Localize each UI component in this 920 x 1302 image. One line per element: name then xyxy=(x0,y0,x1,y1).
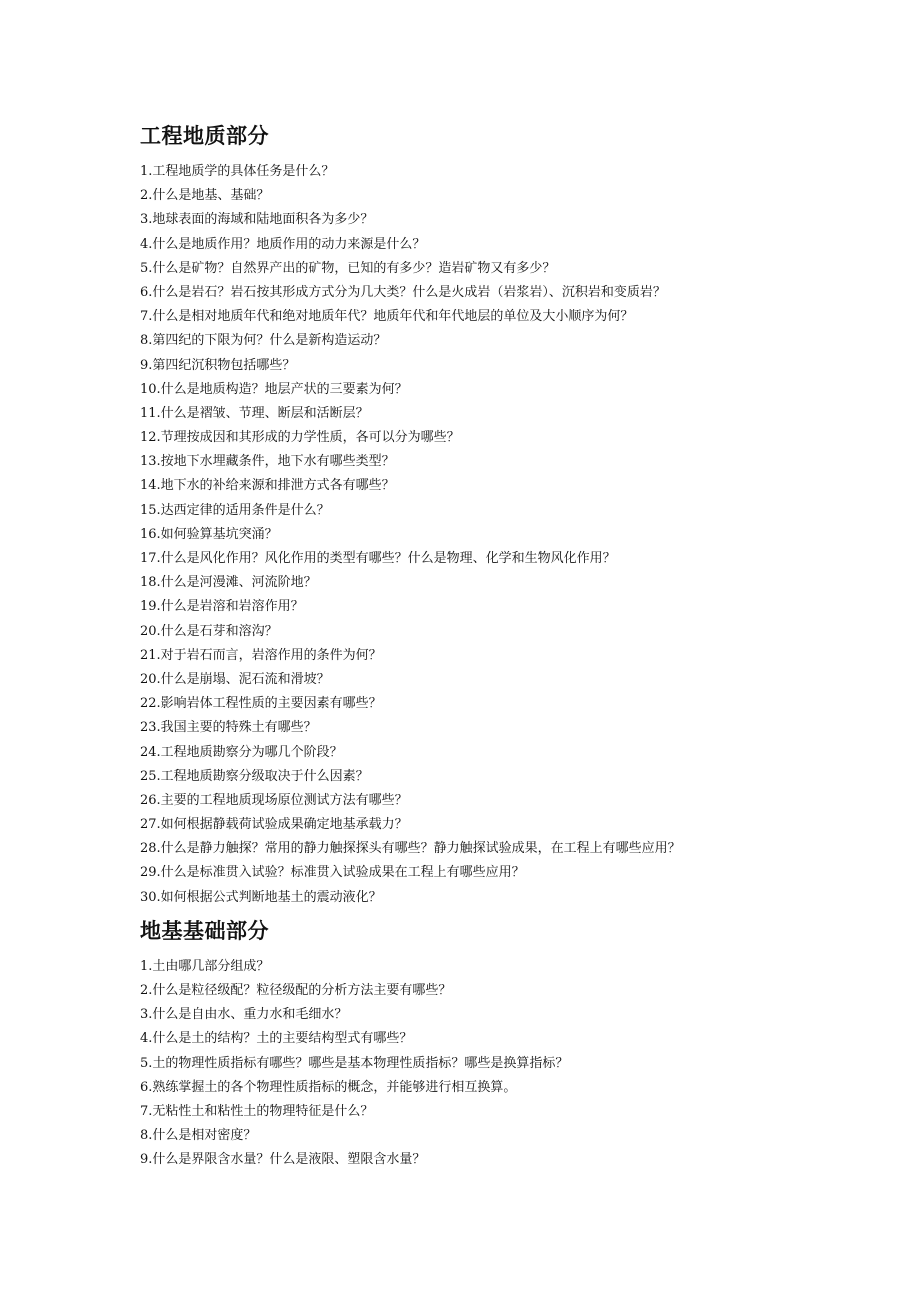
question-item: 1.工程地质学的具体任务是什么？ xyxy=(140,164,335,179)
question-item: 1.土由哪几部分组成？ xyxy=(140,958,270,974)
question-item: 22.影响岩体工程性质的主要因素有哪些？ xyxy=(140,696,382,712)
question-item: 5.什么是矿物？自然界产出的矿物，已知的有多少？造岩矿物又有多少？ xyxy=(140,260,556,276)
question-item: 12.节理按成因和其形成的力学性质，各可以分为哪些？ xyxy=(140,430,460,446)
question-item: 27.如何根据静载荷试验成果确定地基承载力？ xyxy=(140,817,408,833)
question-item: 21.对于岩石而言，岩溶作用的条件为何？ xyxy=(140,647,382,663)
question-item: 20.什么是崩塌、泥石流和滑坡？ xyxy=(140,671,330,687)
question-list-engineering-geology xyxy=(140,160,900,910)
question-item: 20.什么是石芽和溶沟？ xyxy=(140,623,278,639)
question-item: 5.土的物理性质指标有哪些？哪些是基本物理性质指标？哪些是换算指标？ xyxy=(140,1055,569,1071)
question-item: 7.什么是相对地质年代和绝对地质年代？地质年代和年代地层的单位及大小顺序为何？ xyxy=(140,309,634,325)
question-item: 6.什么是岩石？岩石按其形成方式分为几大类？什么是火成岩（岩浆岩）、沉积岩和变质岩？ xyxy=(140,284,666,300)
question-item: 18.什么是河漫滩、河流阶地？ xyxy=(140,575,317,591)
question-item: 9.第四纪沉积物包括哪些？ xyxy=(140,357,296,373)
question-item: 19.什么是岩溶和岩溶作用？ xyxy=(140,599,304,615)
question-item: 4.什么是土的结构？土的主要结构型式有哪些？ xyxy=(140,1031,413,1047)
section-title-engineering-geology: 工程地质部分 xyxy=(140,124,269,148)
question-item: 10.什么是地质构造？地层产状的三要素为何？ xyxy=(140,381,408,397)
document-page xyxy=(140,118,900,1173)
question-item: 7.无粘性土和粘性土的物理特征是什么？ xyxy=(140,1103,374,1119)
question-item: 30.如何根据公式判断地基土的震动液化？ xyxy=(140,889,382,905)
question-list-foundation xyxy=(140,955,900,1173)
section-title-foundation: 地基基础部分 xyxy=(140,918,269,943)
question-item: 8.什么是相对密度？ xyxy=(140,1128,257,1144)
question-item: 13.按地下水埋藏条件，地下水有哪些类型？ xyxy=(140,454,395,470)
question-item: 14.地下水的补给来源和排泄方式各有哪些？ xyxy=(140,478,395,494)
section-foundation xyxy=(140,913,900,1173)
question-item: 11.什么是褶皱、节理、断层和活断层？ xyxy=(140,405,369,421)
question-item: 16.如何验算基坑突涌？ xyxy=(140,526,278,542)
question-item: 8.第四纪的下限为何？什么是新构造运动？ xyxy=(140,333,387,349)
question-item: 4.什么是地质作用？地质作用的动力来源是什么？ xyxy=(140,236,426,252)
question-item: 3.地球表面的海域和陆地面积各为多少？ xyxy=(140,212,374,228)
question-item: 2.什么是地基、基础？ xyxy=(140,188,270,204)
question-item: 9.什么是界限含水量？什么是液限、塑限含水量？ xyxy=(140,1152,426,1168)
question-item: 15.达西定律的适用条件是什么？ xyxy=(140,502,330,518)
question-item: 2.什么是粒径级配？粒径级配的分析方法主要有哪些？ xyxy=(140,983,452,998)
question-item: 6.熟练掌握土的各个物理性质指标的概念，并能够进行相互换算。 xyxy=(140,1079,517,1095)
question-item: 25.工程地质勘察分级取决于什么因素？ xyxy=(140,768,369,784)
question-item: 3.什么是自由水、重力水和毛细水？ xyxy=(140,1007,348,1023)
question-item: 29.什么是标准贯入试验？标准贯入试验成果在工程上有哪些应用？ xyxy=(140,865,525,881)
question-item: 28.什么是静力触探？常用的静力触探探头有哪些？静力触探试验成果，在工程上有哪些应用？ xyxy=(140,841,681,857)
question-item: 23.我国主要的特殊土有哪些？ xyxy=(140,720,317,736)
question-item: 17.什么是风化作用？风化作用的类型有哪些？什么是物理、化学和生物风化作用？ xyxy=(140,551,616,566)
question-item: 26.主要的工程地质现场原位测试方法有哪些？ xyxy=(140,792,408,808)
question-item: 24.工程地质勘察分为哪几个阶段？ xyxy=(140,744,343,760)
